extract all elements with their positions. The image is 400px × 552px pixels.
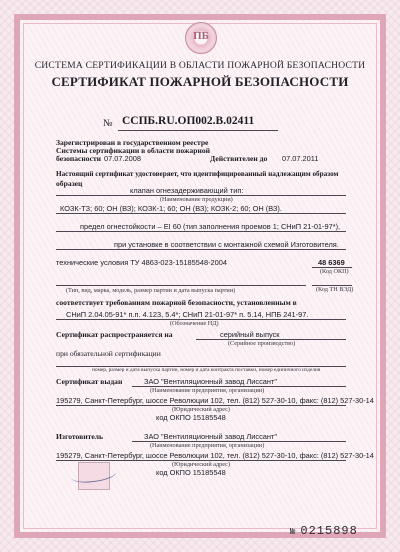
emblem-text: ПБ xyxy=(193,30,209,42)
manufacturer-okpo: код ОКПО 15185548 xyxy=(156,468,226,477)
mandatory-certification: при обязательной сертификации xyxy=(56,349,161,358)
okp-code: 48 6369 xyxy=(318,258,345,267)
scope-caption: (Серийное производство) xyxy=(228,340,296,347)
product-models: КОЗК-ТЗ; 60; ОН (ВЗ); КОЗК-1; 60; ОН (ВЗ); КОЗК-2; 60; ОН (ВЗ). xyxy=(60,204,282,213)
fire-resistance-underline xyxy=(56,231,346,232)
stamp-signature-image xyxy=(78,462,110,490)
registration-line-1: Зарегистрирован в государственном реестре xyxy=(56,138,209,147)
scope-value: серийный выпуск xyxy=(220,330,280,339)
registration-line-2: Системы сертификации в области пожарной xyxy=(56,146,210,155)
issued-address: 195279, Санкт-Петербург, шоссе Революции 102, тел. (812) 527-30-10, факс: (812) 527-30-14 xyxy=(56,396,374,405)
manufacturer-label: Изготовитель xyxy=(56,432,104,441)
scope-label: Сертификат распространяется на xyxy=(56,330,173,339)
documents-caption: (Обозначение НД) xyxy=(170,320,219,327)
installation-underline xyxy=(56,249,346,250)
tnved-caption: (Код ТН ВЭД) xyxy=(316,286,354,293)
document-title: СЕРТИФИКАТ ПОЖАРНОЙ БЕЗОПАСНОСТИ xyxy=(51,74,349,89)
okp-caption: (Код ОКП) xyxy=(320,268,349,275)
mandatory-caption: номер, размер и дата выпуска партии, номер и дата контракта поставки, номер единичного изделия xyxy=(92,367,321,373)
models-underline xyxy=(56,213,346,214)
issued-value: ЗАО "Вентиляционный завод Лиссант" xyxy=(144,377,277,386)
serial-prefix: № xyxy=(290,527,297,537)
serial-digits: 0215898 xyxy=(300,524,358,538)
manufacturer-address-caption: (Юридический адрес) xyxy=(172,461,230,468)
issued-caption: (Наименование предприятия, организации) xyxy=(150,387,265,394)
installation-note: при установке в соответствии с монтажной схемой Изготовителя. xyxy=(114,240,339,249)
issued-okpo: код ОКПО 15185548 xyxy=(156,413,226,422)
registration-date: 07.07.2008 xyxy=(104,154,141,163)
issued-label: Сертификат выдан xyxy=(56,377,123,386)
certificate-number: ССПБ.RU.ОП002.В.02411 xyxy=(122,115,255,127)
valid-until-date: 07.07.2011 xyxy=(282,154,319,163)
requirements-documents: СНиП 2.04.05-91* п.п. 4.123, 5.4*; СНиП 21-01-97* п. 5.14, НПБ 241-97. xyxy=(66,310,309,319)
manufacturer-caption: (Наименование предприятия, организации) xyxy=(150,442,265,449)
technical-specs: технические условия ТУ 4863-023-15185548-2004 xyxy=(56,258,228,267)
fire-resistance: предел огнестойкости – EI 60 (тип заполнения проемов 1; СНиП 21-01-97*), xyxy=(80,222,341,231)
product-caption: (Наименование продукции) xyxy=(160,196,233,203)
issued-address-caption: (Юридический адрес) xyxy=(172,406,230,413)
registration-line-3: безопасности xyxy=(56,154,102,163)
number-underline xyxy=(118,130,278,131)
system-title: СИСТЕМА СЕРТИФИКАЦИИ В ОБЛАСТИ ПОЖАРНОЙ БЕЗОПАСНОСТИ xyxy=(34,60,366,71)
manufacturer-value: ЗАО "Вентиляционный завод Лиссант" xyxy=(144,432,277,441)
requirements-label: соответствует требованиям пожарной безопасности, установленным в xyxy=(56,298,297,307)
type-caption: (Тип, вид, марка, модель, размер партии и дата выпуска партии) xyxy=(66,287,236,294)
emblem-icon xyxy=(185,22,217,54)
valid-until-label: Действителен до xyxy=(210,154,268,163)
manufacturer-address: 195279, Санкт-Петербург, шоссе Революции 102, тел. (812) 527-30-10, факс: (812) 527-30-14 xyxy=(56,451,374,460)
intro-line-2: образец xyxy=(56,179,83,188)
intro-line-1: Настоящий сертификат удостоверяет, что идентифицированный надлежащим образом xyxy=(56,170,339,178)
form-serial-number xyxy=(290,524,358,538)
number-sign: № xyxy=(103,118,113,129)
product-name: клапан огнезадерживающий тип: xyxy=(130,186,244,195)
type-underline xyxy=(56,285,306,286)
